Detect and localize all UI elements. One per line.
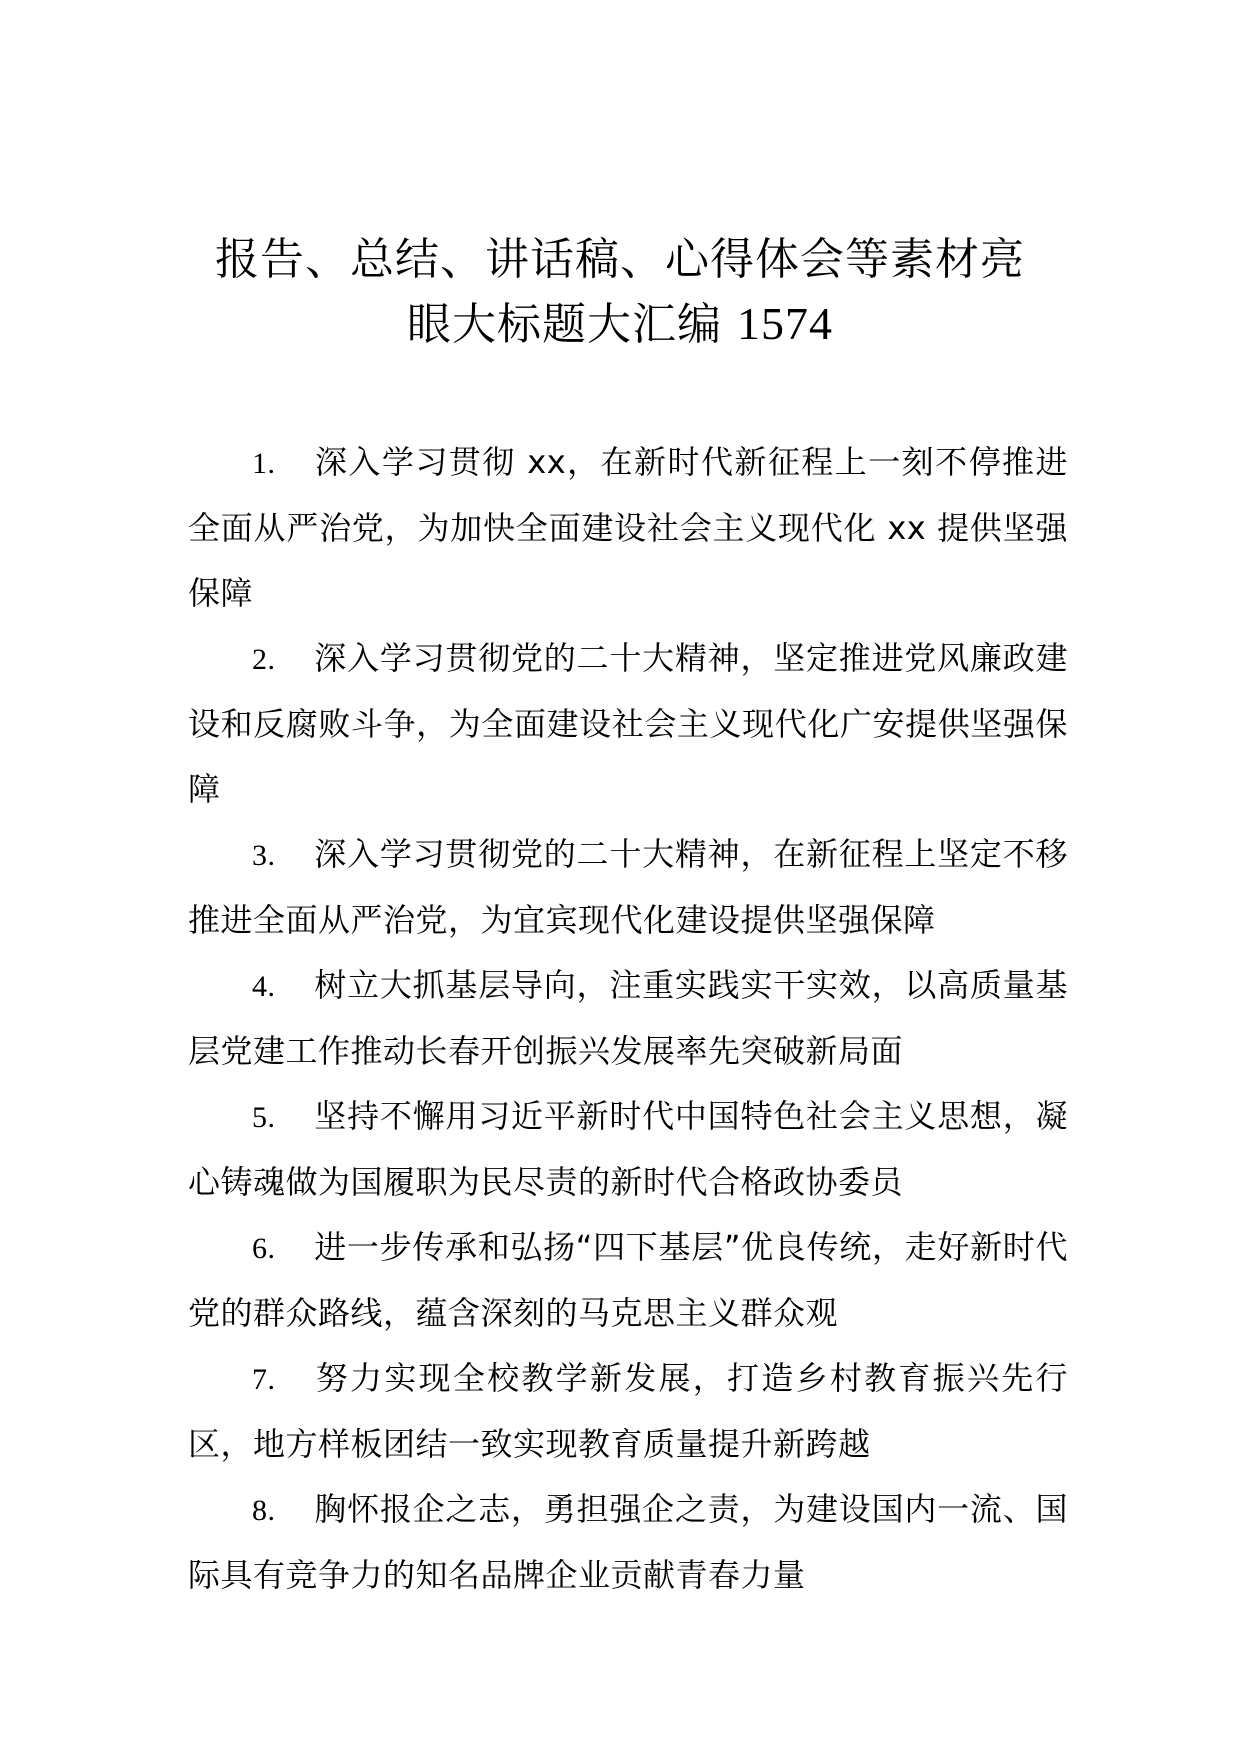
item-text: 坚持不懈用习近平新时代中国特色社会主义思想，凝心铸魂做为国履职为民尽责的新时代合格政协委员: [188, 1097, 1068, 1201]
item-text: 深入学习贯彻党的二十大精神，在新征程上坚定不移推进全面从严治党，为宜宾现代化建设提供坚强保障: [188, 835, 1068, 939]
item-text: 树立大抓基层导向，注重实践实干实效，以高质量基层党建工作推动长春开创振兴发展率先突破新局面: [188, 966, 1068, 1070]
item-text: 胸怀报企之志，勇担强企之责，为建设国内一流、国际具有竞争力的知名品牌企业贡献青春力量: [188, 1490, 1068, 1594]
item-number: 2.: [252, 643, 276, 676]
item-number: 5.: [252, 1101, 276, 1134]
list-item: [188, 1084, 1068, 1215]
headline-list: [188, 430, 1068, 1608]
item-number: 7.: [252, 1363, 276, 1396]
title-line-1: 报告、总结、讲话稿、心得体会等素材亮: [215, 234, 1025, 285]
list-item: [188, 1215, 1068, 1346]
title-number: 1574: [737, 298, 833, 349]
title-line-2: [150, 292, 1090, 357]
list-item: [188, 953, 1068, 1084]
list-item: [188, 626, 1068, 822]
list-item: [188, 1346, 1068, 1477]
item-text: 深入学习贯彻 xx，在新时代新征程上一刻不停推进全面从严治党，为加快全面建设社会主义现代化 xx 提供坚强保障: [188, 443, 1068, 612]
list-item: [188, 430, 1068, 626]
title-line-2-text: 眼大标题大汇编: [407, 299, 722, 350]
item-text: 深入学习贯彻党的二十大精神，坚定推进党风廉政建设和反腐败斗争，为全面建设社会主义现代化广安提供坚强保障: [188, 639, 1068, 808]
item-number: 8.: [252, 1494, 276, 1527]
item-text: 进一步传承和弘扬“四下基层”优良传统，走好新时代党的群众路线，蕴含深刻的马克思主义群众观: [188, 1228, 1068, 1332]
item-number: 3.: [252, 839, 276, 872]
item-number: 4.: [252, 970, 276, 1003]
item-text: 努力实现全校教学新发展，打造乡村教育振兴先行区，地方样板团结一致实现教育质量提升新跨越: [188, 1359, 1068, 1463]
item-number: 1.: [252, 447, 276, 480]
list-item: [188, 822, 1068, 953]
item-number: 6.: [252, 1232, 276, 1265]
list-item: [188, 1477, 1068, 1608]
document-title: [150, 228, 1090, 357]
